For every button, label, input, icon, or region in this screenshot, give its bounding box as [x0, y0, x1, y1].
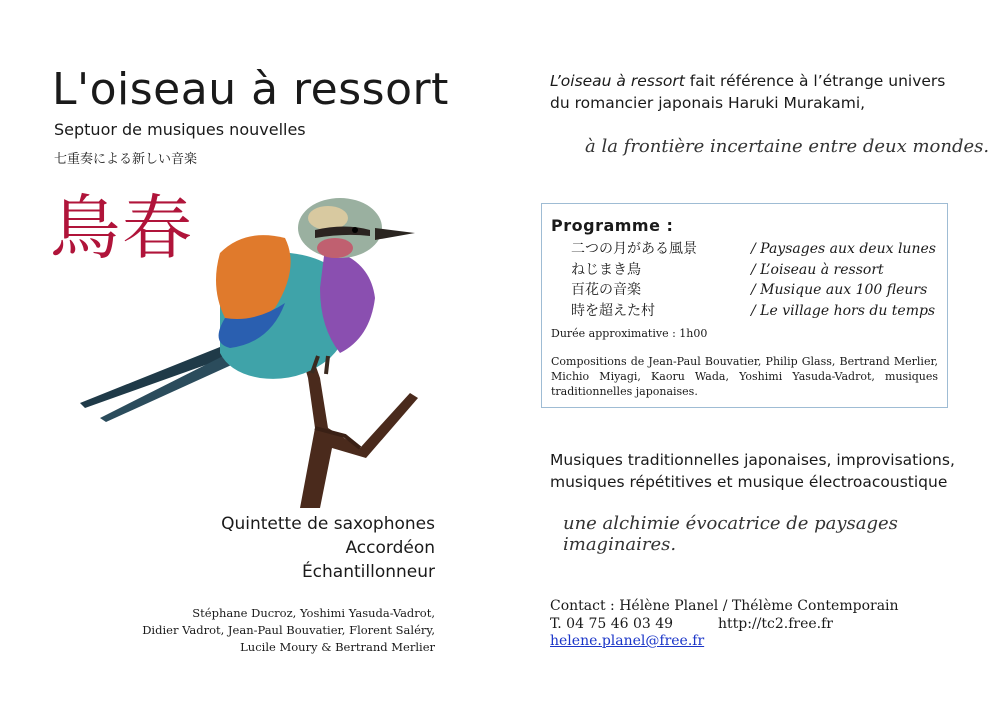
- musicians-line: Didier Vadrot, Jean-Paul Bouvatier, Florent Saléry,: [142, 623, 435, 637]
- instrument-item: Quintette de saxophones: [221, 514, 435, 534]
- programme-item-jp: 二つの月がある風景: [571, 241, 697, 257]
- intro-paragraph: [550, 70, 970, 114]
- programme-heading: Programme :: [551, 216, 674, 235]
- compositions-text: Compositions de Jean-Paul Bouvatier, Philip Glass, Bertrand Merlier, Michio Miyagi, Kaoru Wada, Yoshimi Yasuda-Vadrot, musiques traditionnelles japonaises.: [551, 355, 938, 398]
- programme-item: [551, 239, 938, 260]
- programme-item-fr: / Musique aux 100 fleurs: [751, 282, 928, 298]
- musicians-list: [120, 605, 435, 656]
- intro-text: fait référence à l’étrange univers: [684, 72, 946, 90]
- tagline-alchemy: une alchimie évocatrice de paysages imaginaires.: [563, 513, 898, 555]
- programme-item-jp: 時を超えた村: [571, 302, 655, 319]
- instruments-list: [180, 512, 435, 584]
- programme-item-jp: ねじまき鳥: [571, 261, 641, 278]
- page-title: L'oiseau à ressort: [52, 64, 449, 115]
- music-styles-line: Musiques traditionnelles japonaises, improvisations,: [550, 451, 955, 469]
- programme-item: [551, 260, 938, 281]
- contact-website: http://tc2.free.fr: [718, 615, 833, 632]
- music-styles: [550, 449, 970, 493]
- contact-email-link[interactable]: helene.planel@free.fr: [550, 633, 705, 649]
- music-styles-line: musiques répétitives et musique électroacoustique: [550, 473, 948, 491]
- intro-text-line2: du romancier japonais Haruki Murakami,: [550, 94, 866, 112]
- contact-block: [550, 598, 970, 651]
- programme-item-jp: 百花の音楽: [571, 282, 641, 298]
- intro-title-italic: L’oiseau à ressort: [550, 72, 685, 90]
- bird-illustration: [70, 178, 430, 508]
- programme-item: [551, 301, 938, 322]
- programme-item-fr: / Paysages aux deux lunes: [751, 241, 936, 257]
- contact-line: Contact : Hélène Planel / Thélème Contemporain: [550, 598, 899, 614]
- kanji-title: 鳥春: [50, 187, 194, 269]
- instrument-item: Échantillonneur: [301, 562, 435, 582]
- programme-item: [551, 280, 938, 301]
- programme-item-fr: / Le village hors du temps: [751, 302, 936, 319]
- programme-item-fr: / L’oiseau à ressort: [751, 261, 884, 278]
- programme-box: [541, 203, 948, 408]
- musicians-line: Stéphane Ducroz, Yoshimi Yasuda-Vadrot,: [192, 606, 435, 620]
- subtitle: Septuor de musiques nouvelles: [54, 120, 306, 139]
- musicians-line: Lucile Moury & Bertrand Merlier: [240, 640, 435, 654]
- subtitle-japanese: 七重奏による新しい音楽: [54, 152, 198, 167]
- instrument-item: Accordéon: [345, 538, 435, 558]
- contact-phone: T. 04 75 46 03 49: [550, 615, 674, 632]
- tagline-frontier: à la frontière incertaine entre deux mondes.: [585, 136, 990, 157]
- duration-text: Durée approximative : 1h00: [551, 327, 708, 340]
